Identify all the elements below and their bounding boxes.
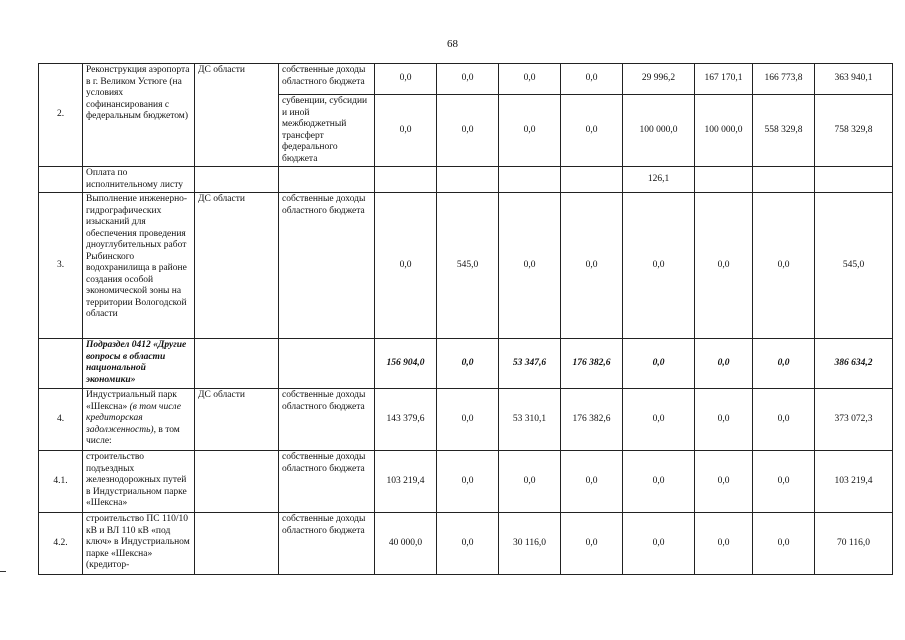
value-cell xyxy=(561,167,623,193)
value-cell: 0,0 xyxy=(437,389,499,451)
value-cell: 176 382,6 xyxy=(561,389,623,451)
value-cell: 103 219,4 xyxy=(815,451,893,513)
value-cell: 29 996,2 xyxy=(623,64,695,95)
value-cell: 156 904,0 xyxy=(375,339,437,389)
value-cell: 0,0 xyxy=(375,193,437,339)
value-cell: 545,0 xyxy=(815,193,893,339)
value-cell: 0,0 xyxy=(437,95,499,167)
row-source: собственные доходы областного бюджета xyxy=(279,451,375,513)
row-index: 4.1. xyxy=(39,451,83,513)
value-cell: 53 310,1 xyxy=(499,389,561,451)
page-number: 68 xyxy=(447,38,458,50)
table-row xyxy=(39,451,893,513)
row-index: 3. xyxy=(39,193,83,339)
value-cell: 0,0 xyxy=(753,389,815,451)
value-cell: 0,0 xyxy=(753,451,815,513)
margin-mark xyxy=(0,571,6,572)
row-name: Оплата по исполнительному листу xyxy=(83,167,195,193)
value-cell: 363 940,1 xyxy=(815,64,893,95)
value-cell: 0,0 xyxy=(437,339,499,389)
value-cell: 167 170,1 xyxy=(695,64,753,95)
value-cell: 0,0 xyxy=(623,339,695,389)
row-source: собственные доходы областного бюджета xyxy=(279,513,375,575)
value-cell: 0,0 xyxy=(753,513,815,575)
row-executor: ДС области xyxy=(195,193,279,339)
row-index: 4.2. xyxy=(39,513,83,575)
value-cell: 0,0 xyxy=(437,64,499,95)
value-cell: 40 000,0 xyxy=(375,513,437,575)
row-name: строительство ПС 110/10 кВ и ВЛ 110 кВ «под ключ» в Индустриальном парке «Шексна» (кредитор- xyxy=(83,513,195,575)
value-cell: 0,0 xyxy=(437,513,499,575)
value-cell xyxy=(499,167,561,193)
value-cell: 558 329,8 xyxy=(753,95,815,167)
row-name: Индустриальный парк «Шексна» (в том числе кредиторская задолженность), в том числе: xyxy=(83,389,195,451)
value-cell: 758 329,8 xyxy=(815,95,893,167)
value-cell: 166 773,8 xyxy=(753,64,815,95)
value-cell: 0,0 xyxy=(561,64,623,95)
value-cell: 70 116,0 xyxy=(815,513,893,575)
value-cell: 0,0 xyxy=(695,513,753,575)
row-executor: ДС области xyxy=(195,64,279,167)
row-executor: ДС области xyxy=(195,389,279,451)
value-cell: 0,0 xyxy=(623,513,695,575)
row-source: собственные доходы областного бюджета xyxy=(279,193,375,339)
value-cell xyxy=(695,167,753,193)
row-name: Реконструкция аэропорта в г. Великом Устюге (на условиях софинансирования с федеральным бюджетом) xyxy=(83,64,195,167)
value-cell: 53 347,6 xyxy=(499,339,561,389)
value-cell: 126,1 xyxy=(623,167,695,193)
value-cell: 0,0 xyxy=(695,451,753,513)
subsection-title: Подраздел 0412 «Другие вопросы в области национальной экономики» xyxy=(83,339,195,389)
value-cell xyxy=(375,167,437,193)
value-cell: 0,0 xyxy=(561,95,623,167)
value-cell: 0,0 xyxy=(499,193,561,339)
value-cell: 373 072,3 xyxy=(815,389,893,451)
value-cell: 0,0 xyxy=(695,339,753,389)
value-cell xyxy=(815,167,893,193)
value-cell xyxy=(753,167,815,193)
table-row xyxy=(39,389,893,451)
value-cell: 143 379,6 xyxy=(375,389,437,451)
value-cell: 176 382,6 xyxy=(561,339,623,389)
value-cell: 0,0 xyxy=(753,339,815,389)
value-cell: 0,0 xyxy=(375,64,437,95)
value-cell: 0,0 xyxy=(561,513,623,575)
row-source: собственные доходы областного бюджета xyxy=(279,389,375,451)
value-cell: 0,0 xyxy=(695,193,753,339)
value-cell: 0,0 xyxy=(753,193,815,339)
value-cell: 100 000,0 xyxy=(695,95,753,167)
value-cell: 100 000,0 xyxy=(623,95,695,167)
value-cell: 386 634,2 xyxy=(815,339,893,389)
table-row xyxy=(39,193,893,339)
budget-table xyxy=(38,63,893,575)
value-cell: 0,0 xyxy=(561,193,623,339)
row-index: 4. xyxy=(39,389,83,451)
value-cell: 30 116,0 xyxy=(499,513,561,575)
value-cell: 0,0 xyxy=(623,451,695,513)
table-row xyxy=(39,513,893,575)
row-name: строительство подъездных железнодорожных путей в Индустриальном парке «Шексна» xyxy=(83,451,195,513)
value-cell: 545,0 xyxy=(437,193,499,339)
row-index: 2. xyxy=(39,64,83,167)
table-row xyxy=(39,167,893,193)
row-name: Выполнение инженерно-гидрографических изысканий для обеспечения проведения дноуглубительных работ Рыбинского водохранилища в районе создания особой экономической зоны на территории Вологодской области xyxy=(83,193,195,339)
row-source: собственные доходы областного бюджета xyxy=(279,64,375,95)
row-source: субвенции, субсидии и иной межбюджетный трансферт федерального бюджета xyxy=(279,95,375,167)
value-cell: 0,0 xyxy=(375,95,437,167)
table-row xyxy=(39,64,893,95)
value-cell: 0,0 xyxy=(499,95,561,167)
value-cell: 0,0 xyxy=(437,451,499,513)
value-cell: 0,0 xyxy=(623,193,695,339)
value-cell: 0,0 xyxy=(695,389,753,451)
value-cell: 0,0 xyxy=(499,64,561,95)
value-cell xyxy=(437,167,499,193)
subsection-row xyxy=(39,339,893,389)
value-cell: 103 219,4 xyxy=(375,451,437,513)
value-cell: 0,0 xyxy=(499,451,561,513)
value-cell: 0,0 xyxy=(623,389,695,451)
value-cell: 0,0 xyxy=(561,451,623,513)
